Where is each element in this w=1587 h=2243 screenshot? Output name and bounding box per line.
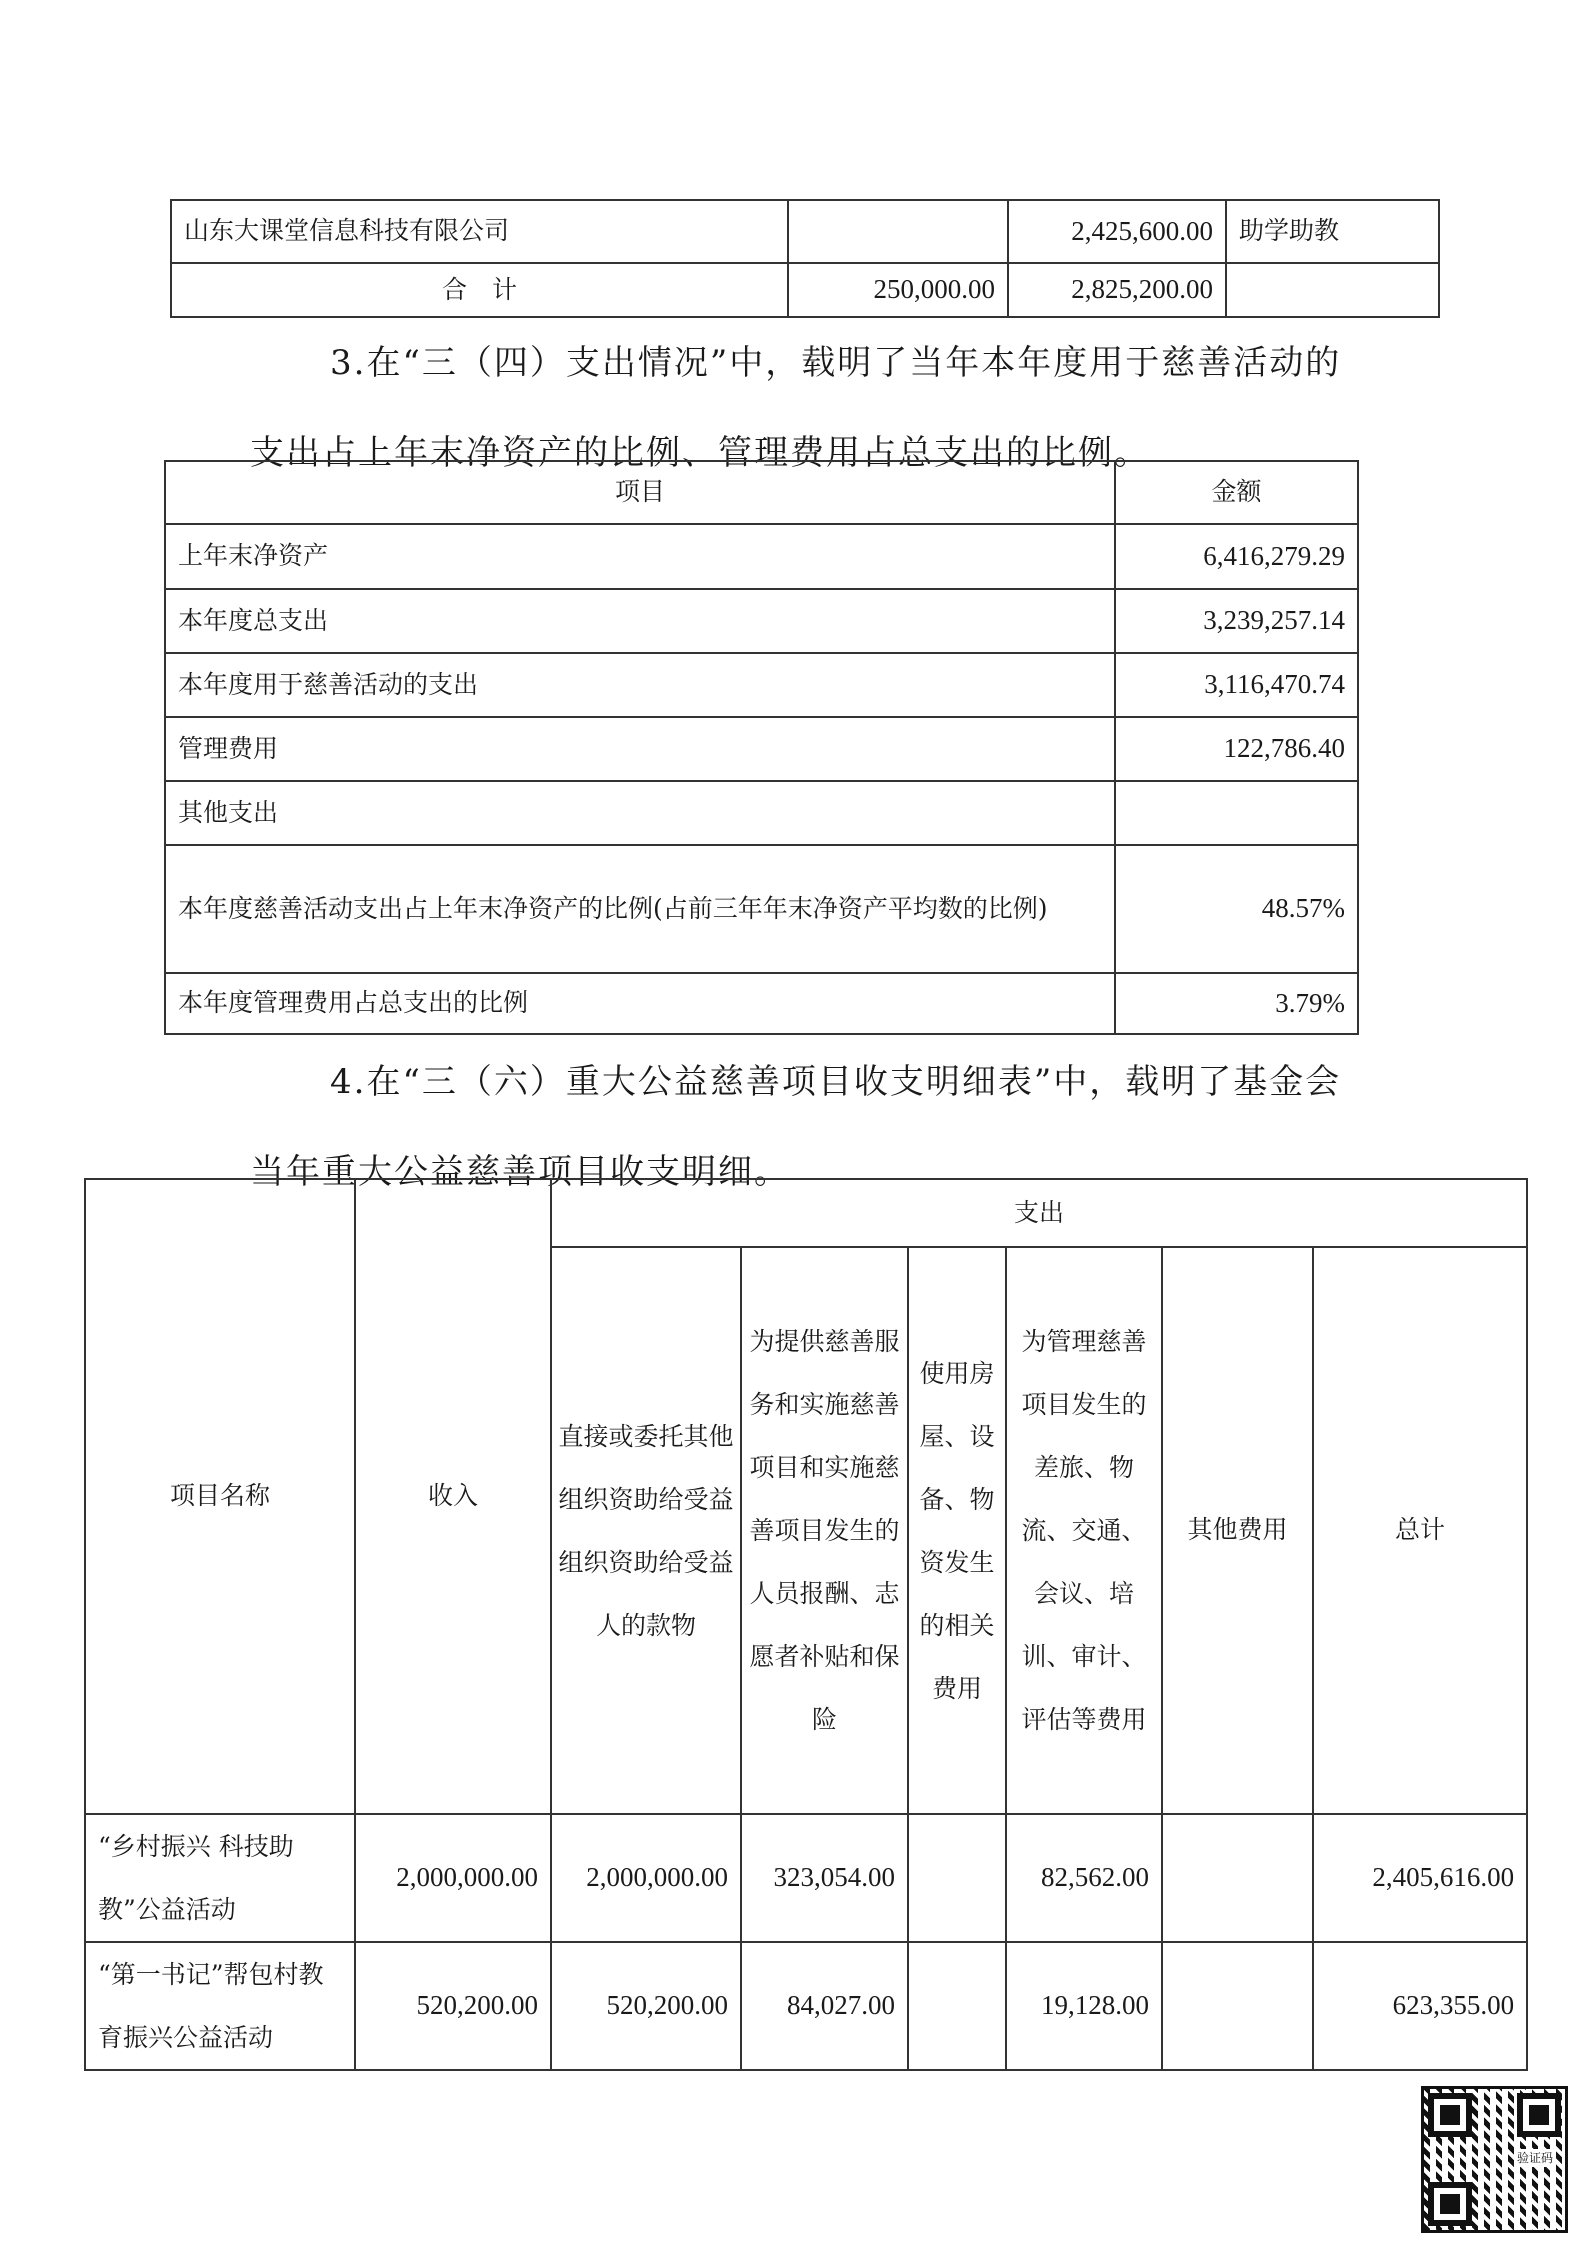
row-item: 本年度总支出 (165, 589, 1115, 653)
qr-finder-top-left (1428, 2093, 1472, 2137)
row-item: 本年度管理费用占总支出的比例 (165, 973, 1115, 1034)
project-facility (908, 1942, 1006, 2070)
project-name: “第一书记”帮包村教育振兴公益活动 (85, 1942, 355, 2070)
qr-label: 验证码 (1516, 2151, 1553, 2165)
paragraph-3-line-1: 3.在“三（四）支出情况”中，载明了当年本年度用于慈善活动的 (330, 343, 1342, 383)
paragraph-4-line-2: 当年重大公益慈善项目收支明细。 (250, 1152, 790, 1192)
row-amount: 48.57% (1115, 845, 1358, 973)
project-income: 520,200.00 (355, 1942, 551, 2070)
total-amount-1: 250,000.00 (788, 263, 1008, 317)
table-row (165, 845, 1358, 973)
paragraph-4-line-1: 4.在“三（六）重大公益慈善项目收支明细表”中，载明了基金会 (330, 1062, 1342, 1102)
table-header-row (85, 1179, 1527, 1247)
qr-finder-top-right (1517, 2093, 1561, 2137)
table-row (171, 263, 1439, 317)
header-income: 收入 (355, 1179, 551, 1814)
qr-code (1421, 2086, 1568, 2233)
table-row (165, 717, 1358, 781)
donor-purpose: 助学助教 (1226, 200, 1439, 263)
total-label: 合 计 (171, 263, 788, 317)
row-item: 管理费用 (165, 717, 1115, 781)
header-direct-funding: 直接或委托其他组织资助给受益组织资助给受益人的款物 (551, 1247, 741, 1814)
expense-ratio-table (164, 460, 1359, 1035)
header-total: 总计 (1313, 1247, 1527, 1814)
project-income: 2,000,000.00 (355, 1814, 551, 1942)
project-total: 623,355.00 (1313, 1942, 1527, 2070)
total-purpose (1226, 263, 1439, 317)
project-service: 84,027.00 (741, 1942, 908, 2070)
project-other (1162, 1942, 1313, 2070)
table-row (85, 1814, 1527, 1942)
table-row (165, 524, 1358, 589)
project-total: 2,405,616.00 (1313, 1814, 1527, 1942)
header-amount: 金额 (1115, 461, 1358, 524)
row-amount: 3.79% (1115, 973, 1358, 1034)
row-amount: 3,116,470.74 (1115, 653, 1358, 717)
row-amount: 3,239,257.14 (1115, 589, 1358, 653)
project-direct: 2,000,000.00 (551, 1814, 741, 1942)
header-project-name: 项目名称 (85, 1179, 355, 1814)
donor-amount-2: 2,425,600.00 (1008, 200, 1226, 263)
row-amount (1115, 781, 1358, 845)
row-item: 其他支出 (165, 781, 1115, 845)
project-detail-table (84, 1178, 1528, 2071)
project-other (1162, 1814, 1313, 1942)
project-manage: 82,562.00 (1006, 1814, 1162, 1942)
header-other-cost: 其他费用 (1162, 1247, 1313, 1814)
project-direct: 520,200.00 (551, 1942, 741, 2070)
header-management-cost: 为管理慈善项目发生的差旅、物流、交通、会议、培训、审计、评估等费用 (1006, 1247, 1162, 1814)
table-row (85, 1942, 1527, 2070)
header-item: 项目 (165, 461, 1115, 524)
table-header-row (165, 461, 1358, 524)
total-amount-2: 2,825,200.00 (1008, 263, 1226, 317)
table-row (165, 589, 1358, 653)
donor-table (170, 199, 1440, 318)
table-row (165, 973, 1358, 1034)
row-item: 上年末净资产 (165, 524, 1115, 589)
row-item: 本年度慈善活动支出占上年末净资产的比例(占前三年年末净资产平均数的比例) (165, 845, 1115, 973)
paragraph-3-line-2: 支出占上年末净资产的比例、管理费用占总支出的比例。 (250, 433, 1150, 473)
table-row (171, 200, 1439, 263)
row-amount: 6,416,279.29 (1115, 524, 1358, 589)
project-manage: 19,128.00 (1006, 1942, 1162, 2070)
row-amount: 122,786.40 (1115, 717, 1358, 781)
donor-name: 山东大课堂信息科技有限公司 (171, 200, 788, 263)
project-name: “乡村振兴 科技助教”公益活动 (85, 1814, 355, 1942)
donor-amount-1 (788, 200, 1008, 263)
table-row (165, 653, 1358, 717)
header-expense-group: 支出 (551, 1179, 1527, 1247)
table-row (165, 781, 1358, 845)
header-service-cost: 为提供慈善服务和实施慈善项目和实施慈善项目发生的人员报酬、志愿者补贴和保险 (741, 1247, 908, 1814)
project-service: 323,054.00 (741, 1814, 908, 1942)
qr-finder-bottom-left (1428, 2182, 1472, 2226)
header-facility-cost: 使用房屋、设备、物资发生的相关费用 (908, 1247, 1006, 1814)
project-facility (908, 1814, 1006, 1942)
row-item: 本年度用于慈善活动的支出 (165, 653, 1115, 717)
